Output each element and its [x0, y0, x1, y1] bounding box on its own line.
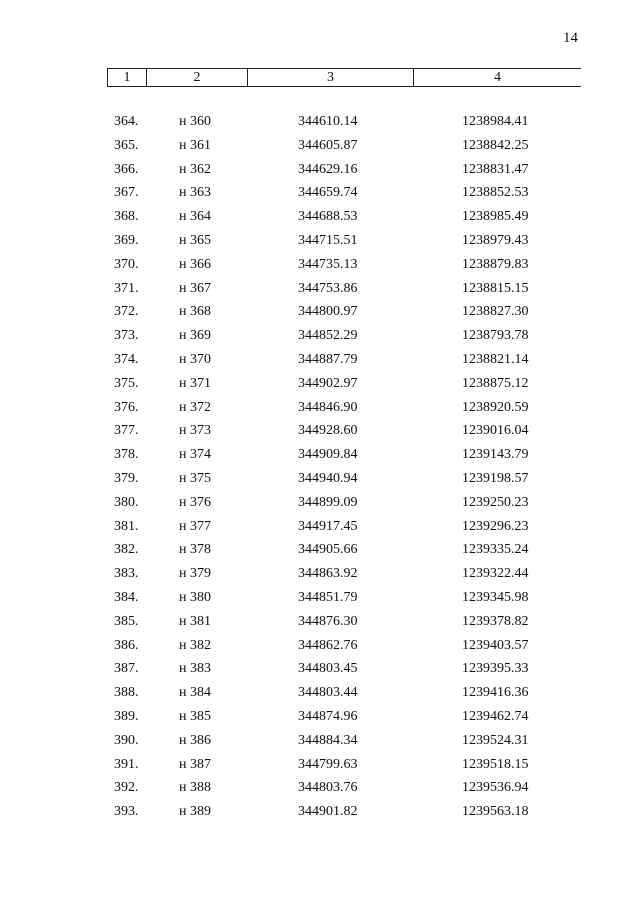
x-coordinate: 344909.84 — [298, 447, 358, 463]
point-name: н 381 — [179, 613, 211, 629]
y-coordinate: 1238979.43 — [462, 232, 529, 248]
y-coordinate: 1239462.74 — [462, 708, 529, 724]
y-coordinate: 1239378.82 — [462, 613, 529, 629]
x-coordinate: 344852.29 — [298, 328, 358, 344]
point-name: н 383 — [179, 661, 211, 677]
table-row — [0, 802, 639, 826]
point-name: н 388 — [179, 780, 211, 796]
table-row — [0, 326, 639, 350]
table-row — [0, 612, 639, 636]
point-name: н 382 — [179, 637, 211, 653]
x-coordinate: 344688.53 — [298, 209, 358, 225]
point-name: н 370 — [179, 351, 211, 367]
table-row — [0, 778, 639, 802]
y-coordinate: 1238821.14 — [462, 351, 529, 367]
x-coordinate: 344905.66 — [298, 542, 358, 558]
table-row — [0, 469, 639, 493]
x-coordinate: 344735.13 — [298, 256, 358, 272]
x-coordinate: 344899.09 — [298, 494, 358, 510]
point-name: н 372 — [179, 399, 211, 415]
table-row — [0, 112, 639, 136]
row-number: 393. — [114, 804, 139, 820]
x-coordinate: 344901.82 — [298, 804, 358, 820]
point-name: н 384 — [179, 685, 211, 701]
table-row — [0, 255, 639, 279]
point-name: н 378 — [179, 542, 211, 558]
row-number: 389. — [114, 708, 139, 724]
header-col-3: 3 — [248, 69, 414, 86]
row-number: 384. — [114, 589, 139, 605]
row-number: 388. — [114, 685, 139, 701]
point-name: н 366 — [179, 256, 211, 272]
row-number: 378. — [114, 447, 139, 463]
x-coordinate: 344876.30 — [298, 613, 358, 629]
row-number: 367. — [114, 185, 139, 201]
point-name: н 389 — [179, 804, 211, 820]
row-number: 385. — [114, 613, 139, 629]
point-name: н 373 — [179, 423, 211, 439]
table-row — [0, 183, 639, 207]
table-row — [0, 683, 639, 707]
point-name: н 377 — [179, 518, 211, 534]
header-col-2: 2 — [147, 69, 248, 86]
x-coordinate: 344887.79 — [298, 351, 358, 367]
table-row — [0, 731, 639, 755]
y-coordinate: 1239518.15 — [462, 756, 529, 772]
y-coordinate: 1239143.79 — [462, 447, 529, 463]
row-number: 371. — [114, 280, 139, 296]
point-name: н 368 — [179, 304, 211, 320]
table-row — [0, 207, 639, 231]
y-coordinate: 1239395.33 — [462, 661, 529, 677]
table-row — [0, 398, 639, 422]
table-row — [0, 517, 639, 541]
row-number: 387. — [114, 661, 139, 677]
point-name: н 360 — [179, 114, 211, 129]
x-coordinate: 344629.16 — [298, 161, 358, 177]
y-coordinate: 1239198.57 — [462, 470, 529, 486]
row-number: 370. — [114, 256, 139, 272]
table-row — [0, 493, 639, 517]
point-name: н 364 — [179, 209, 211, 225]
header-col-1: 1 — [107, 69, 147, 86]
x-coordinate: 344753.86 — [298, 280, 358, 296]
row-number: 382. — [114, 542, 139, 558]
point-name: н 379 — [179, 566, 211, 582]
table-row — [0, 540, 639, 564]
row-number: 383. — [114, 566, 139, 582]
y-coordinate: 1238875.12 — [462, 375, 529, 391]
point-name: н 363 — [179, 185, 211, 201]
row-number: 376. — [114, 399, 139, 415]
x-coordinate: 344799.63 — [298, 756, 358, 772]
table-row — [0, 136, 639, 160]
table-row — [0, 374, 639, 398]
table-header — [107, 68, 581, 87]
row-number: 390. — [114, 732, 139, 748]
table-row — [0, 279, 639, 303]
y-coordinate: 1238920.59 — [462, 399, 529, 415]
table-row — [0, 636, 639, 660]
point-name: н 386 — [179, 732, 211, 748]
y-coordinate: 1238815.15 — [462, 280, 529, 296]
y-coordinate: 1239345.98 — [462, 589, 529, 605]
table-row — [0, 445, 639, 469]
y-coordinate: 1238985.49 — [462, 209, 529, 225]
row-number: 375. — [114, 375, 139, 391]
table-row — [0, 707, 639, 731]
x-coordinate: 344884.34 — [298, 732, 358, 748]
row-number: 365. — [114, 137, 139, 153]
y-coordinate: 1239296.23 — [462, 518, 529, 534]
x-coordinate: 344874.96 — [298, 708, 358, 724]
row-number: 381. — [114, 518, 139, 534]
x-coordinate: 344659.74 — [298, 185, 358, 201]
point-name: н 369 — [179, 328, 211, 344]
x-coordinate: 344803.44 — [298, 685, 358, 701]
y-coordinate: 1239335.24 — [462, 542, 529, 558]
coordinates-table-body — [0, 112, 639, 826]
y-coordinate: 1239016.04 — [462, 423, 529, 439]
x-coordinate: 344863.92 — [298, 566, 358, 582]
row-number: 366. — [114, 161, 139, 177]
x-coordinate: 344803.76 — [298, 780, 358, 796]
point-name: н 374 — [179, 447, 211, 463]
x-coordinate: 344928.60 — [298, 423, 358, 439]
x-coordinate: 344715.51 — [298, 232, 358, 248]
y-coordinate: 1239250.23 — [462, 494, 529, 510]
point-name: н 385 — [179, 708, 211, 724]
y-coordinate: 1238831.47 — [462, 161, 529, 177]
y-coordinate: 1239416.36 — [462, 685, 529, 701]
row-number: 372. — [114, 304, 139, 320]
x-coordinate: 344846.90 — [298, 399, 358, 415]
x-coordinate: 344862.76 — [298, 637, 358, 653]
header-col-4: 4 — [494, 70, 501, 85]
y-coordinate: 1238879.83 — [462, 256, 529, 272]
y-coordinate: 1238852.53 — [462, 185, 529, 201]
table-row — [0, 302, 639, 326]
row-number: 380. — [114, 494, 139, 510]
y-coordinate: 1239524.31 — [462, 732, 529, 748]
x-coordinate: 344940.94 — [298, 470, 358, 486]
x-coordinate: 344803.45 — [298, 661, 358, 677]
point-name: н 361 — [179, 137, 211, 153]
point-name: н 371 — [179, 375, 211, 391]
table-row — [0, 564, 639, 588]
row-number: 377. — [114, 423, 139, 439]
table-row — [0, 588, 639, 612]
table-row — [0, 421, 639, 445]
page-number: 14 — [563, 30, 578, 46]
table-row — [0, 160, 639, 184]
point-name: н 367 — [179, 280, 211, 296]
point-name: н 375 — [179, 470, 211, 486]
row-number: 373. — [114, 328, 139, 344]
y-coordinate: 1238842.25 — [462, 137, 529, 153]
y-coordinate: 1239322.44 — [462, 566, 529, 582]
x-coordinate: 344917.45 — [298, 518, 358, 534]
row-number: 379. — [114, 470, 139, 486]
y-coordinate: 1239563.18 — [462, 804, 529, 820]
row-number: 374. — [114, 351, 139, 367]
point-name: н 387 — [179, 756, 211, 772]
row-number: 369. — [114, 232, 139, 248]
table-row — [0, 755, 639, 779]
table-row — [0, 350, 639, 374]
y-coordinate: 1239536.94 — [462, 780, 529, 796]
table-row — [0, 659, 639, 683]
y-coordinate: 1238793.78 — [462, 328, 529, 344]
y-coordinate: 1238827.30 — [462, 304, 529, 320]
x-coordinate: 344605.87 — [298, 137, 358, 153]
point-name: н 380 — [179, 589, 211, 605]
x-coordinate: 344902.97 — [298, 375, 358, 391]
point-name: н 365 — [179, 232, 211, 248]
point-name: н 362 — [179, 161, 211, 177]
row-number: 386. — [114, 637, 139, 653]
x-coordinate: 344800.97 — [298, 304, 358, 320]
row-number: 368. — [114, 209, 139, 225]
row-number: 391. — [114, 756, 139, 772]
point-name: н 376 — [179, 494, 211, 510]
y-coordinate: 1239403.57 — [462, 637, 529, 653]
table-row — [0, 231, 639, 255]
row-number: 364. — [114, 114, 139, 129]
x-coordinate: 344610.14 — [298, 114, 358, 129]
row-number: 392. — [114, 780, 139, 796]
x-coordinate: 344851.79 — [298, 589, 358, 605]
y-coordinate: 1238984.41 — [462, 114, 529, 129]
